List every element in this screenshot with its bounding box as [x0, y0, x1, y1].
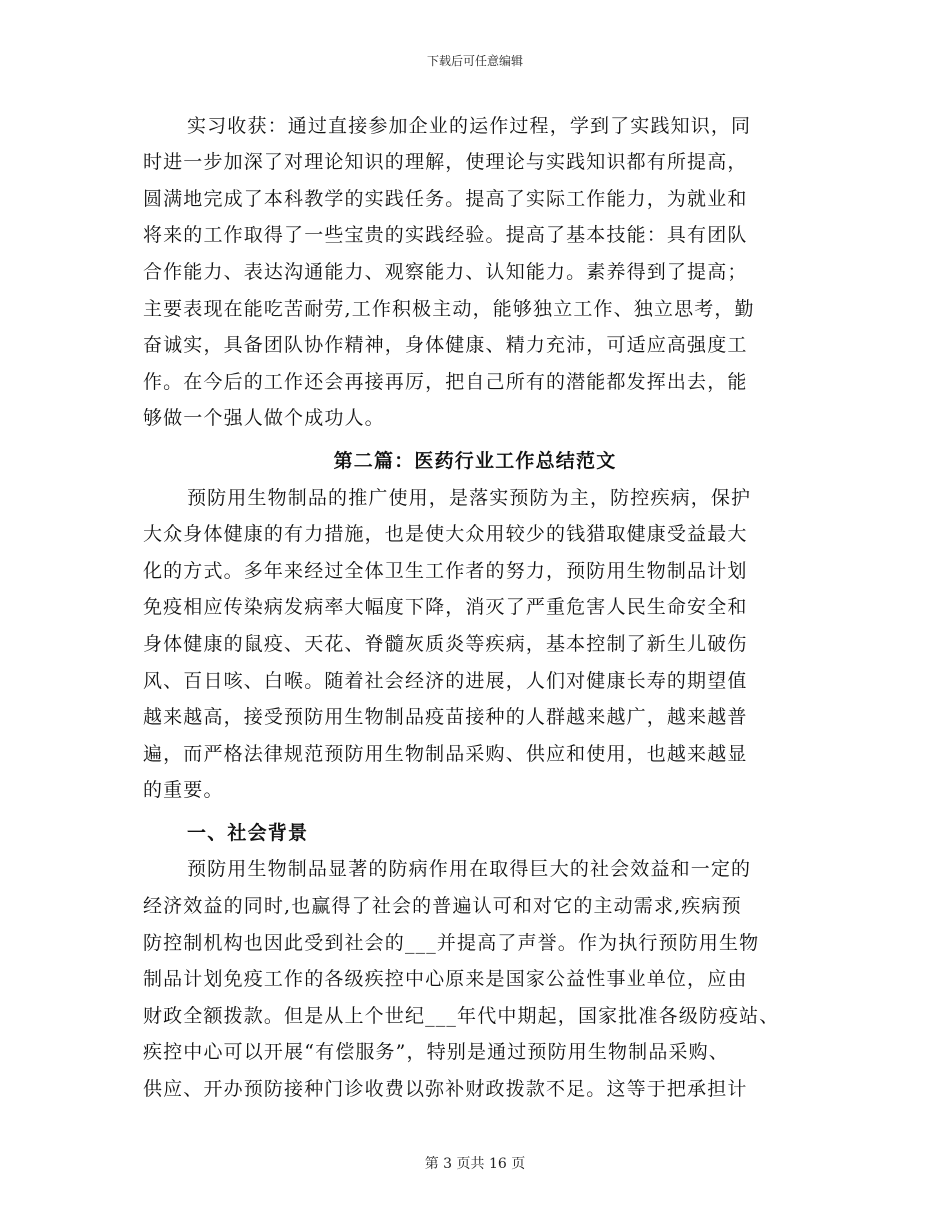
text-line: 化的方式。多年来经过全体卫生工作者的努力，预防用生物制品计划: [143, 560, 748, 582]
text-line: 供应、开办预防接种门诊收费以弥补财政拨款不足。这等于把承担计: [143, 1078, 748, 1100]
text-line: 作。在今后的工作还会再接再厉，把自己所有的潜能都发挥出去，能: [143, 371, 748, 393]
section-title: 第二篇：医药行业工作总结范文: [333, 450, 617, 472]
text-line: 风、百日咳、白喉。随着社会经济的进展，人们对健康长寿的期望值: [143, 670, 748, 692]
subsection-title: 一、社会背景: [187, 822, 309, 844]
text-line: 将来的工作取得了一些宝贵的实践经验。提高了基本技能：具有团队: [143, 224, 748, 246]
text-line: 主要表现在能吃苦耐劳,工作积极主动，能够独立工作、独立思考，勤: [143, 298, 755, 320]
text-line: 大众身体健康的有力措施，也是使大众用较少的钱猎取健康受益最大: [143, 523, 748, 545]
text-line: 的重要。: [143, 779, 224, 801]
text-line: 制品计划免疫工作的各级疾控中心原来是国家公益性事业单位，应由: [143, 968, 748, 990]
text-line: 圆满地完成了本科教学的实践任务。提高了实际工作能力，为就业和: [143, 188, 748, 210]
text-line: 实习收获：通过直接参加企业的运作过程，学到了实践知识，同: [187, 115, 752, 137]
text-line: 疾控中心可以开展“有偿服务”，特别是通过预防用生物制品采购、: [143, 1041, 729, 1063]
text-line: 财政全额拨款。但是从上个世纪___年代中期起，国家批准各级防疫站、: [143, 1005, 780, 1027]
text-line: 预防用生物制品的推广使用，是落实预防为主，防控疾病，保护: [187, 487, 752, 509]
text-line: 时进一步加深了对理论知识的理解，使理论与实践知识都有所提高，: [143, 151, 748, 173]
text-line: 越来越高，接受预防用生物制品疫苗接种的人群越来越广，越来越普: [143, 706, 748, 728]
text-line: 遍，而严格法律规范预防用生物制品采购、供应和使用，也越来越显: [143, 743, 748, 765]
page-header: 下载后可任意编辑: [426, 54, 523, 68]
text-line: 防控制机构也因此受到社会的___并提高了声誉。作为执行预防用生物: [143, 932, 760, 954]
text-line: 奋诚实，具备团队协作精神，身体健康、精力充沛，可适应高强度工: [143, 334, 748, 356]
page-footer: 第 3 页共 16 页: [424, 1156, 526, 1172]
text-line: 免疫相应传染病发病率大幅度下降，消灭了严重危害人民生命安全和: [143, 596, 748, 618]
text-line: 身体健康的鼠疫、天花、脊髓灰质炎等疾病，基本控制了新生儿破伤: [143, 633, 748, 655]
text-line: 预防用生物制品显著的防病作用在取得巨大的社会效益和一定的: [187, 858, 752, 880]
text-line: 合作能力、表达沟通能力、观察能力、认知能力。素养得到了提高；: [143, 261, 748, 283]
text-line: 经济效益的同时,也赢得了社会的普遍认可和对它的主动需求,疾病预: [143, 895, 742, 917]
text-line: 够做一个强人做个成功人。: [143, 407, 385, 429]
